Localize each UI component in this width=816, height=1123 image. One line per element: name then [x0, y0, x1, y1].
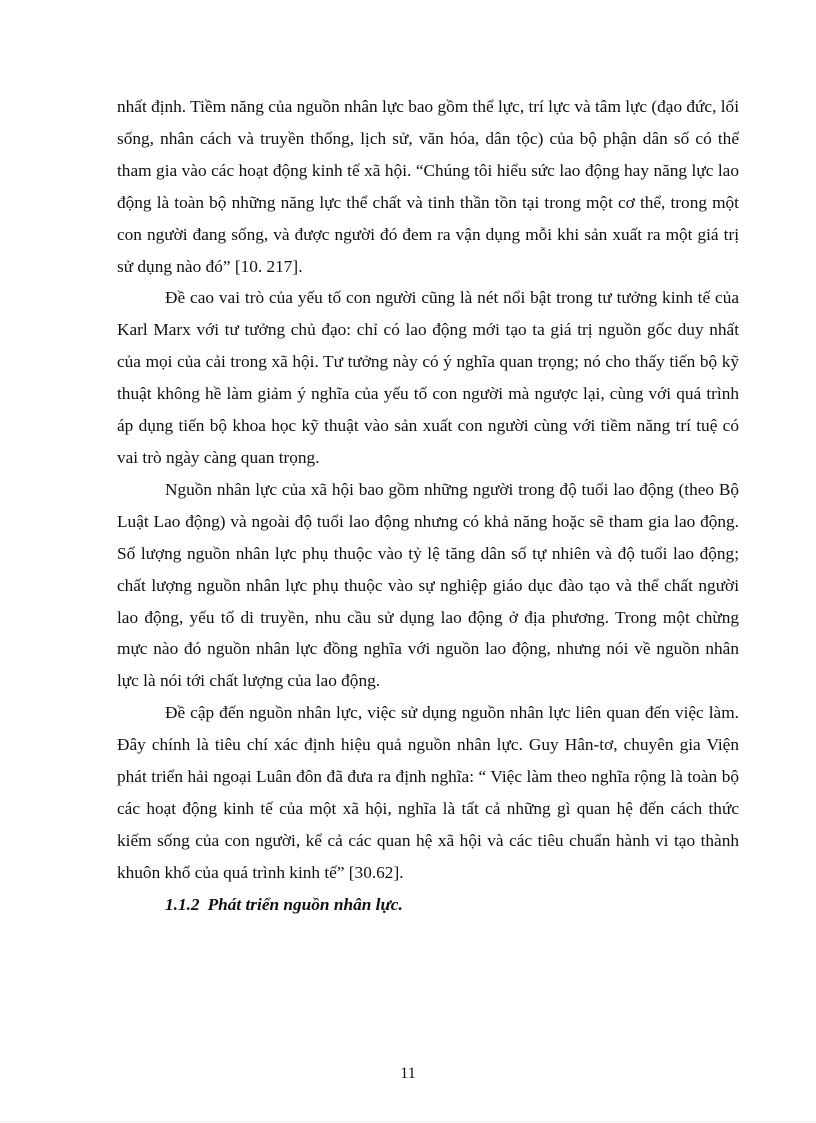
section-heading-number: 1.1.2: [165, 894, 200, 914]
paragraph-4: Đề cập đến nguồn nhân lực, việc sử dụng nguồn nhân lực liên quan đến việc làm. Đây chính là tiêu chí xác định hiệu quả nguồn nhân lực. Guy Hân-tơ, chuyên gia Viện phát triển hải ngoại Luân đôn đã đưa ra định nghĩa: “ Việc làm theo nghĩa rộng là toàn bộ các hoạt động kinh tế của một xã hội, nghĩa là tất cả những gì quan hệ đến cách thức kiếm sống của con người, kể cả các quan hệ xã hội và các tiêu chuẩn hành vi tạo thành khuôn khổ của quá trình kinh tế” [30.62].: [117, 703, 739, 882]
section-heading: [117, 889, 739, 921]
paragraph-2: Đề cao vai trò của yếu tố con người cũng là nét nổi bật trong tư tưởng kinh tế của Karl Marx với tư tưởng chủ đạo: chỉ có lao động mới tạo ta giá trị nguồn gốc duy nhất của mọi của cải trong xã hội. Tư tưởng này có ý nghĩa quan trọng; nó cho thấy tiến bộ kỹ thuật không hề làm giảm ý nghĩa của yếu tố con người mà ngược lại, cùng với quá trình áp dụng tiến bộ khoa học kỹ thuật vào sản xuất con người cùng với tiềm năng trí tuệ có vai trò ngày càng quan trọng.: [117, 288, 739, 467]
page-bottom-edge: [0, 1121, 816, 1122]
paragraph-3: Nguồn nhân lực của xã hội bao gồm những người trong độ tuổi lao động (theo Bộ Luật Lao động) và ngoài độ tuổi lao động nhưng có khả năng hoặc sẽ tham gia lao động. Số lượng nguồn nhân lực phụ thuộc vào tỷ lệ tăng dân số tự nhiên và độ tuổi lao động; chất lượng nguồn nhân lực phụ thuộc vào sự nghiệp giáo dục đào tạo và thể chất người lao động, yếu tố di truyền, nhu cầu sử dụng lao động ở địa phương. Trong một chừng mực nào đó nguồn nhân lực đồng nghĩa với nguồn lao động, nhưng nói về nguồn nhân lực là nói tới chất lượng của lao động.: [117, 479, 739, 691]
page-number: 11: [400, 1065, 416, 1082]
body-text: [117, 91, 739, 921]
section-heading-title: Phát triển nguồn nhân lực.: [207, 894, 403, 914]
paragraph-1: nhất định. Tiềm năng của nguồn nhân lực bao gồm thể lực, trí lực và tâm lực (đạo đức, lối sống, nhân cách và truyền thống, lịch sử, văn hóa, dân tộc) của bộ phận dân số có thể tham gia vào các hoạt động kinh tế xã hội. “Chúng tôi hiểu sức lao động hay năng lực lao động là toàn bộ những năng lực thể chất và tinh thần tồn tại trong một cơ thể, trong một con người đang sống, và được người đó đem ra vận dụng mỗi khi sản xuất ra một giá trị sử dụng nào đó” [10. 217].: [117, 97, 739, 276]
